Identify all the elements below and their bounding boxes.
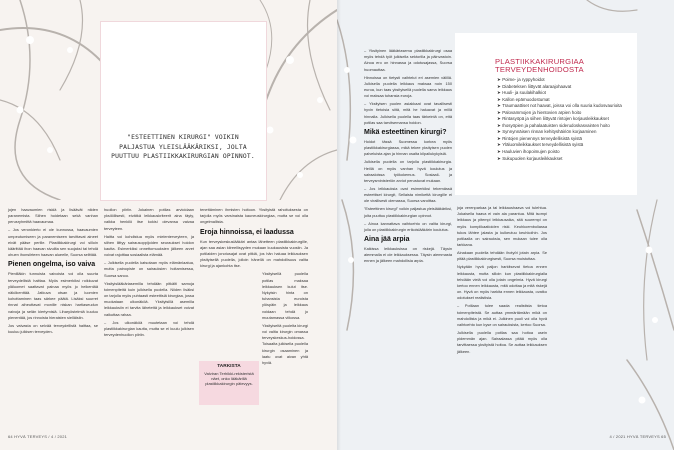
right-column-2 xyxy=(457,205,547,357)
paragraph: jojen haavaumien riskiä ja lisäävät niiden paranemista. Siihen hoidetaan sekä vanhan perusryhmittä haavaumaa. xyxy=(8,207,98,225)
paragraph: – Potilaan tulee saada realistista tietoa toimenpiteistä. Se auttaa ymmärtämään mikä on mahdollista ja mikä ei. Julkinen puoli voi olla hyvä vaihtoehto kun kyse on sairauksista, kertoo Suorsa. xyxy=(457,303,547,328)
subheading: Aina jää arpia xyxy=(364,236,410,244)
list-item: ➤ Synnynnäisen rinnan kehityshäiriön korjaaminen xyxy=(497,129,597,135)
paragraph: Hoidot tässä Suomessa korkea myös plastiikkakirurgiassa, mikä tekee yksityisen puolen palveluista ajan ja hinnan osalta kilpailukykyisiä. xyxy=(364,139,452,157)
tip-title: TARKISTA xyxy=(217,364,241,369)
paragraph: Ainakaan puolella tehdään ihotyöt jotain arpia. Se pitää plastiikkakirurgisesti, Suorsa muistuttaa. xyxy=(457,250,547,262)
left-folio: 64 HYVÄ TERVEYS / 4 / 2021 xyxy=(8,434,68,439)
paragraph: Yksityiseltä puolelta kirurgi voi valita kirurgin omassa terveyskeskus-hoidossa. Toisaalta julkisella puolella kirurgin osaaminen ja laatu ovat aivan yhtä hyviä. xyxy=(262,322,308,366)
paragraph: – Jos leikkauksia ovat esimerkiksi tekemässä esteettiset kirurgit, Sellaista nimikettä kirurgille ei ole virallisesti olemassa, Suorsa varoittaa. xyxy=(364,186,452,204)
list-item: ➤ Huuli- ja suulakihalkiot xyxy=(497,90,546,96)
arrow-icon: ➤ xyxy=(497,142,501,148)
paragraph: Pienilläkin tunnuista vaivoista voi olla suurta terveydellistä haittaa. Myös esimerkiksi roikkuvat yläluomet saattavat painaa myös jo heikentää näkökenttää. Jatkuva otsan ja luomien kohottaminen taas särkee päätä. Lisäksi suurret rinnat aiheuttavat monille niskan hartiaseudun vaivoja ja selän kiertymisiä. Liharyöstelmiä kuuluu pienentää, jos rinnoista hieraisten sielläisiin. xyxy=(8,271,98,320)
list-item: ➤ Palovammojen ja hientovien arpien hoito xyxy=(497,109,582,115)
list-item: ➤ Poime- ja ryppyhoidot xyxy=(497,77,545,82)
right-column-1 xyxy=(364,48,452,266)
arrow-icon: ➤ xyxy=(497,155,501,161)
paragraph: Julkisella puolella potilas saa hoitoa usein pidemmän ajan. Sairaalassa pitää myös olla tarvittaessa yksityistä hoitoa. Se auttaa leikkauksen jälkeen. xyxy=(457,330,547,354)
list-item: ➤ Traumaattiset not haavat, joissa voi olla suuria kudosvaurioita xyxy=(497,103,622,109)
paragraph: Jos vaivasta on selvää terveydellistä haittaa, se kuuluu julkisen terveyden- xyxy=(8,322,98,335)
list-item: ➤ Kallon epämuodostumat xyxy=(497,96,550,102)
right-folio: 4 / 2021 HYVÄ TERVEYS 65 xyxy=(609,434,666,439)
list-item: ➤ Rintojen pienennys terveydellisistä syistä xyxy=(497,135,582,141)
arrow-icon: ➤ xyxy=(497,122,501,128)
pull-quote: "ESTEETTINEN KIRURGI" VOIKIN PALJASTUA YLEISLÄÄKÄRIKSI, JOLTA PUUTTUU PLASTIIKKAKIRURGIAN OPINNOT. xyxy=(111,134,255,161)
arrow-icon: ➤ xyxy=(497,90,501,96)
pull-quote-box xyxy=(101,22,266,200)
arrow-icon: ➤ xyxy=(497,103,501,109)
list-title: PLASTIIKKAKIRURGIAA TERVEYDENHOIDOSTA xyxy=(495,57,584,75)
list-item: ➤ Ihosyöpien ja pahalaatuisten siderudoskasvainten hoito xyxy=(497,122,610,128)
arrow-icon: ➤ xyxy=(497,109,501,115)
paragraph: Nykyään hyvä paljon harkitsevat tietoa ennen leikkausta, mutta silloin kun plastiikkakirurgialla tehdään vielä voi olla jotain ongelmia. Hyvä kirurgi kertoo ennen leikkausta, mitä odottaa ja mitä riskejä on. Hyvä on myös harkita ennen leikkausta, ovatko odotukset realistisia. xyxy=(457,264,547,301)
paragraph: Yksityisellä puolella potilas maksaa leikkauksen kulut itse. Nykyisin hinta on tuhansista euroista ylöspäin ja leikkaus voidaan tehdä jo muutamassa viikossa. xyxy=(262,271,308,320)
paragraph: "Esteettinen kirurgi" voikin paljastua yleislääkäriksi, jolta puuttuu plastiikkakirurgian opinnot. xyxy=(364,206,452,218)
paragraph: – Jos ulkonäköä muutetaan voi tehdä plastiikkakirurgian kautta, mutta se ei kuulu julkisen terveydenhuollon piiriin. xyxy=(104,319,194,338)
gutter-shadow xyxy=(337,0,341,450)
arrow-icon: ➤ xyxy=(497,135,501,141)
paragraph: Hinnoissa on tietysti vaihtelut eri asemien välillä. Julkisella puolella leikkaus maksaa noin 150 euroa, kun taas yksityisellä puolella sama leikkaus voi maksaa tuhansia euroja. xyxy=(364,74,452,99)
paragraph: – Jos veronkierto ei ole kunnossa, haavaumien umpeutumiseen ja paranemiseen tarvittavat aineet eivät pääse perille. Plastiikkakirurgi voi silloin käärittää ihon haavan sivuilta sen suojaksi tai tehdä ohuen ihonsiirteen haavan alueelle, Suorsa selittää. xyxy=(8,227,98,258)
paragraph: – Yksityinen lääkäriasema plastiikkakirurgi osaa myös tehdä työt julkisella sektorilla ja päinvastoin. Ainoa ero on hinnassa ja odotusajassa, Suorsa huomauttaa. xyxy=(364,48,452,72)
list-item: ➤ Yläluomileikkaukset terveydellisistä syistä xyxy=(497,142,584,148)
subheading: Eroja hinnoissa, ei laadussa xyxy=(200,228,294,236)
list-item: ➤ Diabeteksen liittyvät alaraajohaavat xyxy=(497,83,572,89)
paragraph: Kun terveyskeskuslääkäri antaa lähetteen plastiikkakirurgille, ajan saa asian kiireellisyyden mukaan kuukausista vuosiin. Ja potilaiden jonotusajat ovat pitkiä, jos hän haluaa leikkauksen yksityisellä puolella, jolloin hänellä on mahdollisuus valita kirurgi ja ajankohta itse. xyxy=(200,238,308,269)
list-item: ➤ Rintasyöpä ja siihen liittyvät rintojen korjausleikkaukset xyxy=(497,116,609,122)
arrow-icon: ➤ xyxy=(497,96,501,102)
paragraph: – Ainoa kannattava vaihtoehto on valita kirurgi, jolla on plastiikkakirurgin erikoislääkärin koulutus. xyxy=(364,220,452,232)
paragraph: – Julkisella puolella katsotaan myös elämänlaatua, mutta painopiste on sairauksien hoitamisessa, Suorsa sanoo. xyxy=(104,260,194,278)
paragraph: joja verenparkaa ja tai leikkaushaava voi tulehtua. Jokaisella haava ei vain ala parantua. Mitä isompi leikkaus ja pitempi leikkausaika, sitä suurempi on myös komplikaatioiden riski. Keuhkoemboliassa tukos lähtee jalasta ja kulkeutuu keuhkoihin. Jos potilaalla on sairauksia, sen mukaan tulee olla tarkkana. xyxy=(457,205,547,248)
arrow-icon: ➤ xyxy=(497,149,501,155)
arrow-icon: ➤ xyxy=(497,77,501,82)
arrow-icon: ➤ xyxy=(497,83,501,89)
arrow-icon: ➤ xyxy=(497,129,501,135)
tip-body: Valviran Terhikki-rekisteristä näet, onko lääkärillä plastiikkakirurgin pätevyys. xyxy=(204,371,254,386)
paragraph: Julkisella puolella on tarjolla plastiikkakirurgia. Heillä on myös vanhan hyvä koulutus ja sairaaloissa työkokemus. Sosiaali- ja terveysministeriön arviot perustuvat mukaan. xyxy=(364,159,452,184)
left-column-2 xyxy=(104,207,194,340)
paragraph: Kaikissa leikkauksissa on riskejä. Täysin aiemmalla ei ole leikkauksessa. Täysin aiemmasta ennen ja jälkeen mahdollisia arpia. xyxy=(364,246,452,264)
subheading: Mikä esteettinen kirurgi? xyxy=(364,129,447,137)
paragraph: tenettäminen ihmisten hoitoon. Yksityistä rahoituksesta on tarjolla myös varsinaista kauneuskirurgiaa, mutta se voi olla ongelmallista. xyxy=(200,207,308,225)
list-item: ➤ Hauluvien ihopoimujen poisto xyxy=(497,149,560,155)
paragraph: huollon piiriin. Jokainen potilas arvioidaan yksilöllisesti, eivätkä leikkauskriteerit aina täyty, vaikka henkilö itse kokisi olevansa vaivaa terveyteen. xyxy=(104,207,194,231)
paragraph: – Yksityisen puolen asiakkaat ovat tavallisesti hyvin tietoisia siitä, mitä he haluavat ja millä hinnalla. Julkisella puolella taas tärkeintä on, että potilas saa tarvitsemansa hoidon. xyxy=(364,101,452,125)
left-column-1 xyxy=(8,207,98,337)
left-column-3 xyxy=(200,207,308,368)
paragraph: Haitta voi kohdistua myös mielenterveyteen, ja siihen liittyy sairausoppijoiden seuraukset hoidon kautta. Esimerkiksi onnettomuuksien jälkeen arvet voivat rajoittaa sosiaalista elämää. xyxy=(104,233,194,258)
subheading: Pienen ongelma, iso vaiva xyxy=(8,261,96,269)
paragraph: Yksityislääkäriasemilla tehdään pitkälti samoja toimenpiteitä kuin julkisella puolella. Niiden lisäksi on tarjolla myös puhtaasti esteettisiä kirurgiaa, jossa muokataan ulkonäköä. Yksityisillä asemilla leikkauksiin ei tarvita lähetettä ja leikkaukset voivat vaikuttaa rahaa. xyxy=(104,280,194,317)
list-item: ➤ Sukupuolen korjausleikkaukset xyxy=(497,155,563,161)
procedure-list xyxy=(497,77,632,162)
arrow-icon: ➤ xyxy=(497,116,501,122)
